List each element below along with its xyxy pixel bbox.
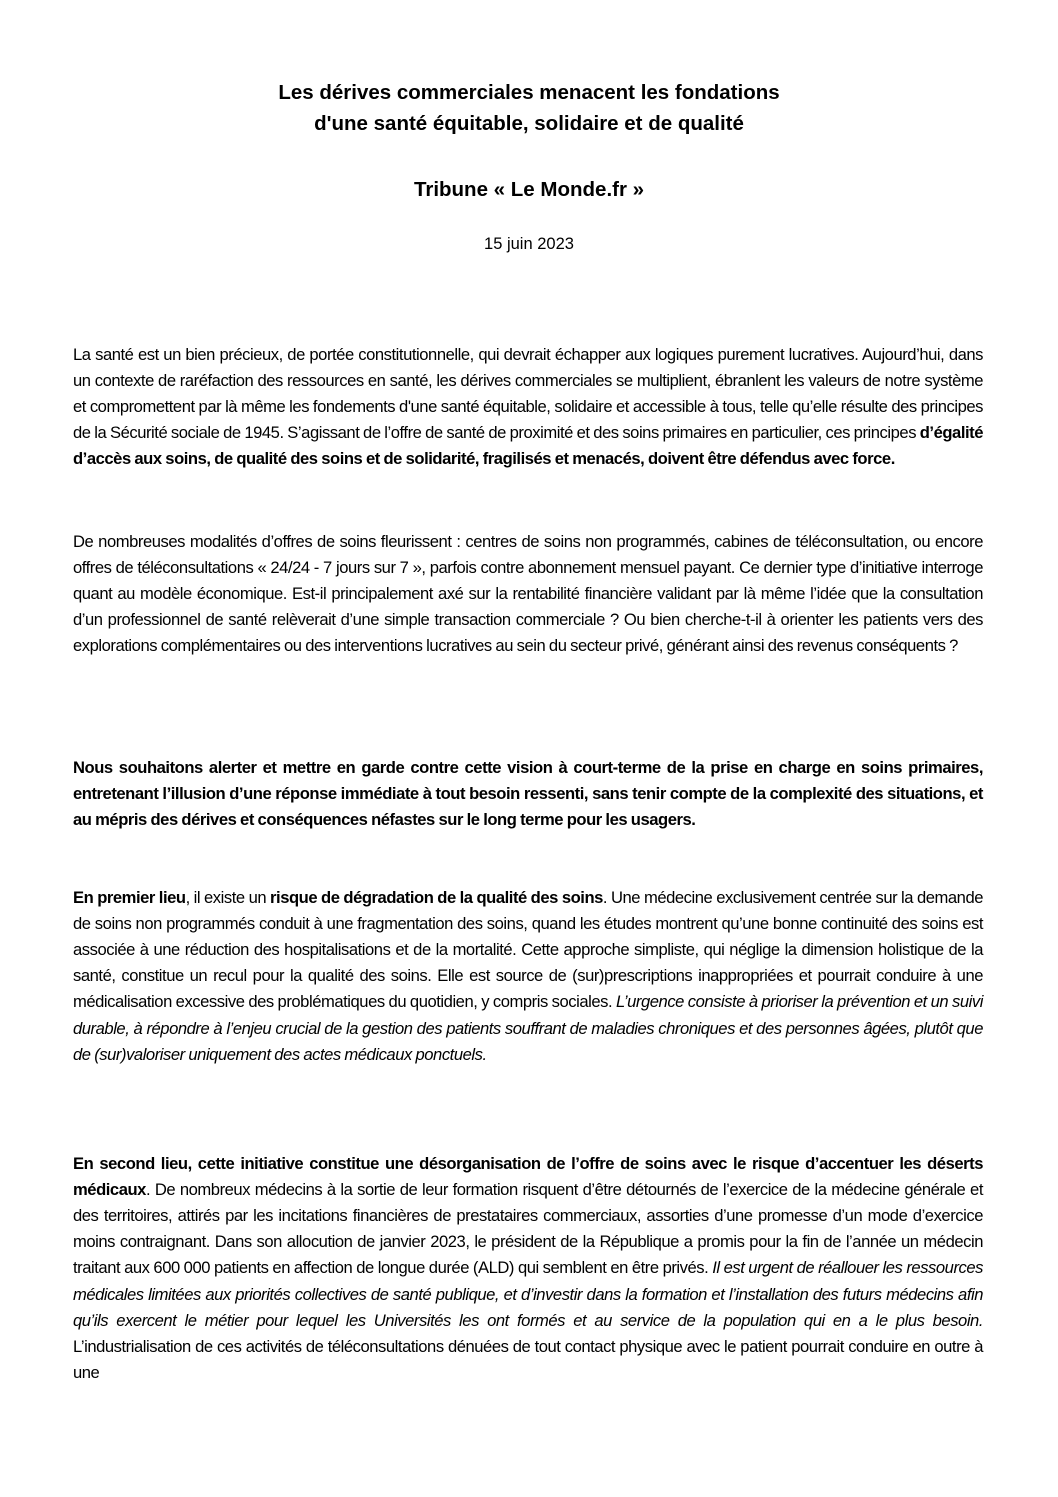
paragraph-5-text-a: . De nombreux médecins à la sortie de leur formation risquent d’être détournés de l’exercice de la médecine générale et des territoires, attirés par les incitations financières de prestataires commerciaux, assorties d’une promesse d’un mode d’exercice moins contraignant. Dans son allocution de janvier 2023, le président de la République a promis pour la fin de l’année un médecin traitant aux 600 000 patients en affection de longue durée (ALD) qui semblent en être privés. — [73, 1179, 983, 1278]
paragraph-4-text-a: , il existe un — [185, 887, 271, 907]
paragraph-4-lead: En premier lieu — [73, 887, 186, 907]
paragraph-4-bold-text: risque de dégradation de la qualité des soins — [270, 887, 603, 907]
paragraph-3-bold-text: Nous souhaitons alerter et mettre en garde contre cette vision à court-terme de la prise en charge en soins primaires, entretenant l’illusion d’une réponse immédiate à tout besoin ressenti, sans tenir compte de la complexité des situations, et au mépris des dérives et conséquences néfastes sur le long terme pour les usagers. — [73, 757, 983, 829]
paragraph-2 — [73, 529, 983, 660]
paragraph-1-bold-text: d’égalité d’accès aux soins, de qualité des soins et de solidarité, fragilisés et menacés, doivent être défendus avec force. — [73, 423, 983, 469]
paragraph-1 — [73, 342, 983, 473]
paragraph-5-italic-text: Il est urgent de réallouer les ressources médicales limitées aux priorités collectives de santé publique, et d’investir dans la formation et l’installation des futurs médecins afin qu’ils exercent le métier pour lequel les Universités les ont formés et au service de la population qui en a le plus besoin. — [73, 1258, 983, 1330]
paragraph-3 — [73, 755, 983, 834]
document-subtitle: Tribune « Le Monde.fr » — [413, 178, 645, 201]
paragraph-5-text-b: L’industrialisation de ces activités de téléconsultations dénuées de tout contact physique avec le patient pourrait conduire en outre à une — [73, 1337, 983, 1383]
paragraph-2-text: De nombreuses modalités d’offres de soins fleurissent : centres de soins non programmés, cabines de téléconsultation, ou encore offres de téléconsultations « 24/24 - 7 jours sur 7 », parfois contre abonnement mensuel payant. Ce dernier type d’initiative interroge quant au modèle économique. Est-il principalement axé sur la rentabilité financière validant par là même l’idée que la consultation d’un professionnel de santé relèverait d’une simple transaction commerciale ? Ou bien cherche-t-il à orienter les patients vers des explorations complémentaires ou des interventions lucratives au sein du secteur privé, générant ainsi des revenus conséquents ? — [73, 531, 983, 656]
title-line-1: Les dérives commerciales menacent les fondations — [278, 81, 780, 104]
paragraph-4 — [73, 885, 983, 1068]
paragraph-5-bold-text: En second lieu, cette initiative constitue une désorganisation de l’offre de soins avec le risque d’accentuer les déserts médicaux — [73, 1153, 983, 1199]
paragraph-5 — [73, 1151, 983, 1387]
document-date: 15 juin 2023 — [484, 235, 574, 253]
title-line-2: d'une santé équitable, solidaire et de qualité — [314, 112, 744, 135]
paragraph-4-italic-text: L’urgence consiste à prioriser la prévention et un suivi durable, à répondre à l’enjeu crucial de la gestion des patients souffrant de maladies chroniques et des personnes âgées, plutôt que de (sur)valoriser uniquement des actes médicaux ponctuels. — [73, 992, 983, 1064]
paragraph-4-text-b: . Une médecine exclusivement centrée sur la demande de soins non programmés conduit à une fragmentation des soins, quand les études montrent qu’une bonne continuité des soins est associée à une réduction des hospitalisations et de la mortalité. Cette approche simpliste, qui néglige la dimension holistique de la santé, constitue un recul pour la qualité des soins. Elle est source de (sur)prescriptions inappropriées et pourrait conduire à une médicalisation excessive des problématiques du quotidien, y compris sociales. — [73, 887, 984, 1012]
document-title — [0, 77, 1058, 139]
paragraph-1-text: La santé est un bien précieux, de portée constitutionnelle, qui devrait échapper aux logiques purement lucratives. Aujourd’hui, dans un contexte de raréfaction des ressources en santé, les dérives commerciales se multiplient, ébranlent les valeurs de notre système et compromettent par là même les fondements d'une santé équitable, solidaire et accessible à tous, telle qu’elle résulte des principes de la Sécurité sociale de 1945. S’agissant de l’offre de santé de proximité et des soins primaires en particulier, ces principes — [73, 344, 983, 443]
